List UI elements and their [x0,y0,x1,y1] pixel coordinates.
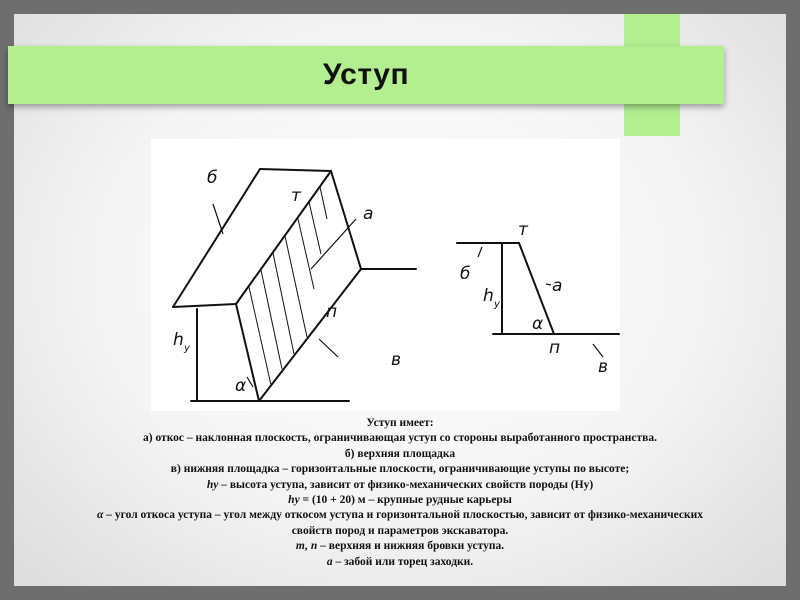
caption-alpha-symbol: α [97,509,104,522]
upper-platform-back [260,169,331,171]
caption-range-symbol: hy [288,494,300,507]
label-h-sub-left: у [184,343,190,354]
label-v-left: в [391,350,402,370]
caption-line-alpha-cont: свойств пород и параметров экскаватора. [291,524,509,537]
caption-line-face [34,555,766,570]
label-a-right: а [552,276,563,296]
caption-line-alpha [34,508,766,523]
caption-line-v: в) нижняя площадка – горизонтальные плоскости, ограничивающие уступы по высоте; [170,463,630,476]
caption [34,416,766,570]
slide-title: Уступ [322,58,410,91]
slide [14,14,786,586]
label-a-left: а [363,204,374,224]
caption-face-symbol: а [326,555,333,568]
bench-diagram [151,139,620,411]
label-n-left: п [326,302,338,322]
label-v-right: в [598,357,609,377]
caption-line-b: б) верхняя площадка [344,447,456,460]
caption-range-text: = (10 + 20) м – крупные рудные карьеры [299,494,512,507]
caption-line-a: а) откос – наклонная плоскость, ограничивающая уступ со стороны выработанного пространства. [143,432,657,445]
slope-back-edge [331,171,361,269]
label-h-sub-right: у [494,299,500,310]
bench-diagram-svg [151,139,620,411]
caption-mn-symbol: т, п [295,540,318,553]
caption-hy-text: – высота уступа, зависит от физико-механических свойств породы (Ну) [218,478,594,491]
slope-hatching [249,187,327,385]
label-h-right: h [483,286,494,306]
caption-hy-symbol: hy [206,478,219,491]
caption-heading: Уступ имеет: [366,417,434,429]
caption-line-range [34,493,766,508]
label-b-right: б [460,264,471,284]
label-h-left: h [173,330,184,350]
caption-alpha-text: – угол откоса уступа – угол между откосом уступа и горизонтальной плоскостью, зависит от физико-механических [103,509,703,522]
upper-crest-left [173,304,236,307]
caption-mn-text: – верхняя и нижняя бровки уступа. [317,540,505,553]
caption-face-text: – забой или торец заходки. [332,555,474,568]
title-bar [8,46,724,104]
label-m-right: т [518,220,528,240]
label-alpha-right: α [532,314,544,334]
caption-line-mn [34,539,766,554]
leader-lines [213,204,356,387]
label-b-left: б [207,168,218,188]
label-n-right: п [549,338,561,358]
label-alpha-left: α [235,376,247,396]
caption-line-hy [34,478,766,493]
label-m-left: т [291,186,301,206]
upper-platform-edge [173,169,260,307]
